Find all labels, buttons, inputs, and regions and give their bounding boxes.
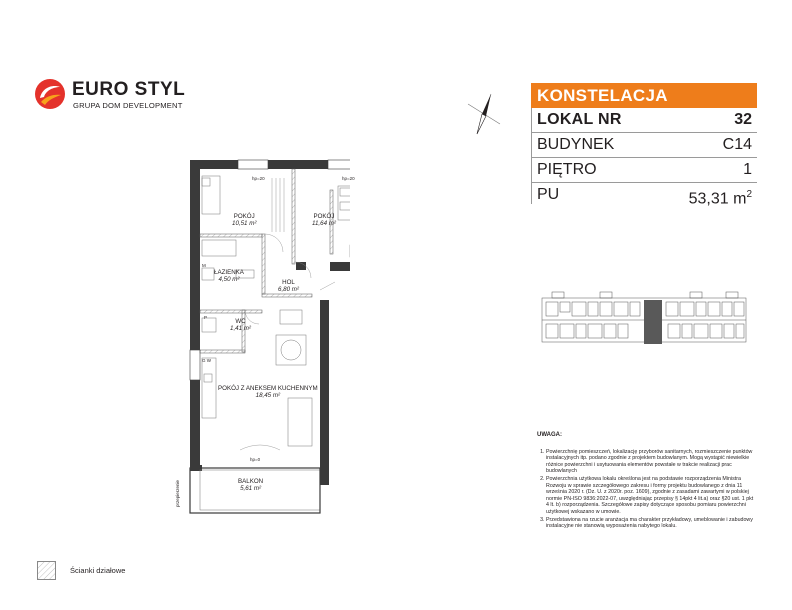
- notes-section: [530, 432, 756, 531]
- floor-plan-drawing: [180, 150, 350, 520]
- gw-annotation: G W: [202, 358, 211, 363]
- highlighted-unit: [644, 300, 662, 344]
- room-area: 5,61 m²: [240, 485, 262, 492]
- note-item: 1. Powierzchnię pomieszczeń, lokalizację przyborów sanitarnych, rozmieszczenie punktów instalacyjnych itp. podano zgodnie z projektem budowlanym. Mogą wystąpić niewielkie różnice powierzchni i usytuowania elementów powstałe w trakcie realizacji prac budowlanych: [546, 449, 756, 475]
- room-area: 6,80 m²: [278, 286, 299, 293]
- room-label-living-kitchen: [218, 385, 318, 399]
- euro-styl-logo-icon: [34, 78, 66, 110]
- unit-number-row: [531, 108, 757, 133]
- room-label-bathroom: [214, 269, 244, 283]
- room-label-balcony: [238, 478, 263, 492]
- partition-wall-swatch-icon: [37, 561, 56, 580]
- hp-annotation-3: hp=0: [250, 457, 261, 462]
- p-annotation: P: [204, 315, 208, 320]
- area-label: PU: [537, 186, 560, 203]
- north-arrow-icon: [464, 92, 504, 136]
- hp-annotation-2: hp=20: [342, 176, 355, 181]
- notes-title: UWAGA:: [537, 432, 562, 438]
- room-area: 4,50 m²: [218, 276, 240, 283]
- room-area: 1,41 m²: [230, 325, 251, 332]
- euro-styl-logo: [34, 78, 184, 114]
- building-value: C14: [722, 136, 752, 153]
- room-area: 11,64 m²: [312, 220, 336, 227]
- area-value-text: 53,31 m: [688, 190, 747, 208]
- area-row: [531, 183, 757, 207]
- room-name: POKÓJ: [233, 213, 255, 220]
- room-label-wc: [230, 318, 251, 332]
- building-label: BUDYNEK: [537, 136, 615, 153]
- room-label-hall: [278, 279, 299, 293]
- note-item: 3. Przedstawiona na rzucie aranżacja ma charakter przykładowy, umeblowanie i zabudowy instalacyjne nie stanowią wyposażenia nabytego lokalu.: [546, 517, 756, 530]
- room-name: POKÓJ: [313, 213, 335, 220]
- room-name: ŁAZIENKA: [214, 269, 244, 276]
- room-name: HOL: [282, 279, 295, 286]
- brand-tagline: GRUPA DOM DEVELOPMENT: [73, 101, 183, 110]
- room-area: 18,45 m²: [255, 392, 281, 399]
- room-label-bedroom-1: [232, 213, 256, 227]
- note-item: 2. Powierzchnia użytkowa lokalu określona jest na podstawie rozporządzenia Ministra Rozwoju w sprawie szczegółowego zakresu i formy projektu budowlanego z dnia 11 września 2020 r. (Dz. U. z 2020r. poz. 1609), zgodnie z zasadami zawartymi w polskiej normie PN-ISO 9836:2022-07, uwzględniając przepisy § 14pkt 4 lit.a) oraz §20 ust. 1 pkt 4 lt. b) rozporządzenia. Szczegółowe zapisy dotyczące sposobu pomiaru powierzchni użytkowej wskazano w umowie.: [546, 476, 756, 516]
- building-row: [531, 133, 757, 158]
- notes-list: [530, 449, 756, 530]
- room-name: WC: [235, 318, 246, 325]
- unit-info-panel: [531, 83, 757, 207]
- floor-row: [531, 158, 757, 183]
- room-area: 10,51 m²: [232, 220, 257, 227]
- floor-plan: [175, 150, 355, 520]
- legend-label: Ścianki działowe: [70, 566, 126, 575]
- hp-annotation-1: hp=20: [252, 176, 265, 181]
- floor-label: PIĘTRO: [537, 161, 597, 178]
- room-name: POKÓJ Z ANEKSEM KUCHENNYM: [218, 385, 318, 392]
- unit-number-value: 32: [734, 111, 752, 128]
- area-unit-sup: 2: [746, 189, 752, 200]
- brand-name: EURO STYL: [72, 79, 186, 100]
- area-value: [689, 183, 752, 211]
- building-key-plan: [540, 288, 748, 350]
- przepierzenie-annotation: przepierzenie: [175, 479, 181, 508]
- meter-annotation: M: [202, 263, 206, 268]
- project-name: KONSTELACJA: [531, 83, 757, 108]
- room-label-bedroom-2: [312, 213, 336, 227]
- floor-value: 1: [743, 161, 752, 178]
- room-name: BALKON: [238, 478, 264, 485]
- unit-number-label: LOKAL NR: [537, 111, 622, 128]
